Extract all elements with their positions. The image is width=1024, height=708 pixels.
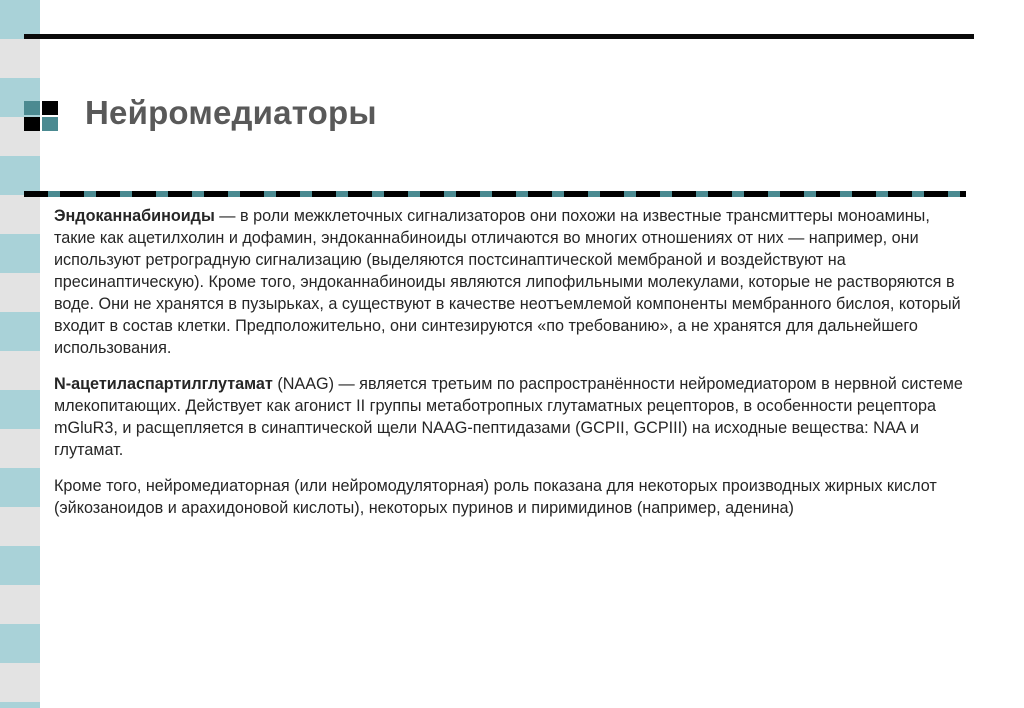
term: Эндоканнабиноиды (54, 207, 215, 225)
paragraph-other (54, 475, 966, 519)
slide-title: Нейромедиаторы (85, 94, 377, 131)
term: N-ацетиласпартилглутамат (54, 375, 273, 393)
bullet-squares-icon (24, 101, 60, 133)
paragraph-text: (NAAG) — является третьим по распространённости нейромедиатором в нервной системе млекопитающих. Действует как агонист II группы метаботропных глутаматных рецепторов, в особенности рецептора mGluR3, и расщепляется в синаптической щели NAAG-пептидазами (GCPII, GCPIII) на исходные вещества: NAA и глутамат. (54, 375, 963, 459)
paragraph-text: Кроме того, нейромедиаторная (или нейромодуляторная) роль показана для некоторых производных жирных кислот (эйкозаноидов и арахидоновой кислоты), некоторых пуринов и пиримидинов (например, аденина) (54, 477, 937, 517)
slide-body (54, 205, 966, 533)
paragraph-endocannabinoids (54, 205, 966, 359)
paragraph-naag (54, 373, 966, 461)
dashed-divider (24, 191, 966, 197)
top-rule (24, 34, 974, 39)
paragraph-text: — в роли межклеточных сигнализаторов они похожи на известные трансмиттеры моноамины, такие как ацетилхолин и дофамин, эндоканнабиноиды отличаются во многих отношениях от них — например, они используют ретроградную сигнализацию (выделяются постсинаптической мембраной и воздействуют на пресинаптическую). Кроме того, эндоканнабиноиды являются липофильными молекулами, которые не растворяются в воде. Они не хранятся в пузырьках, а существуют в качестве неотъемлемой компоненты мембранного бислоя, который входит в состав клетки. Предположительно, они синтезируются «по требованию», а не хранятся для дальнейшего использования. (54, 207, 961, 357)
